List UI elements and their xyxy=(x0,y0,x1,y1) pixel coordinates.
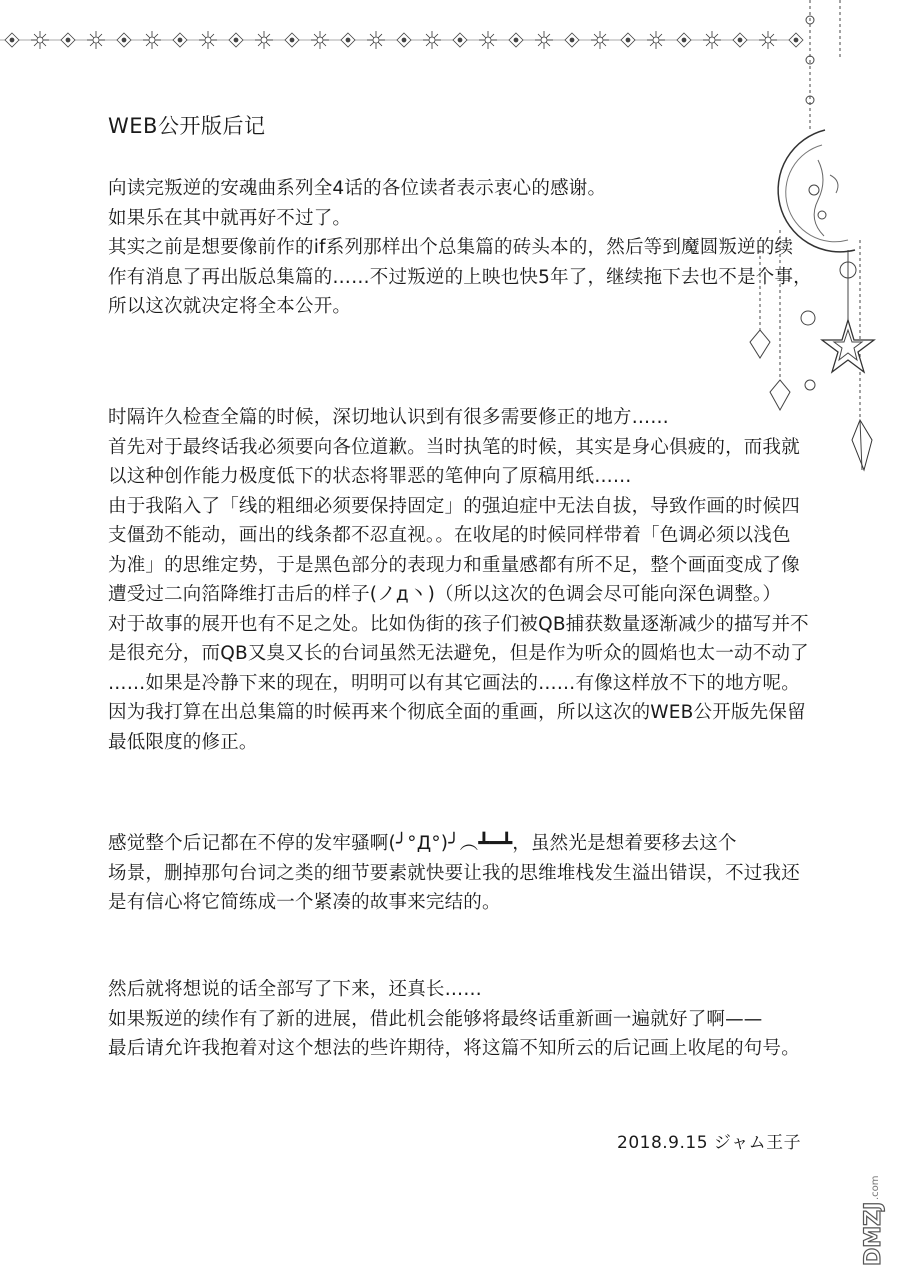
text-line: 最后请允许我抱着对这个想法的些许期待，将这篇不知所云的后记画上收尾的句号。 xyxy=(108,1038,800,1059)
text-line: 对于故事的展开也有不足之处。比如伪街的孩子们被QB捕获数量逐渐减少的描写并不 xyxy=(108,613,809,635)
text-line: 向读完叛逆的安魂曲系列全4话的各位读者表示衷心的感谢。 xyxy=(108,178,607,199)
dmzj-watermark-logo xyxy=(852,1150,892,1268)
text-line: 因为我打算在出总集篇的时候再来个彻底全面的重画，所以这次的WEB公开版先保留 xyxy=(108,702,806,723)
text-line: ……如果是冷静下来的现在，明明可以有其它画法的……有像这样放不下的地方呢。 xyxy=(108,672,800,694)
text-line: 感觉整个后记都在不停的发牢骚啊(╯°Д°)╯︵┻━┻，虽然光是想着要移去这个 xyxy=(108,833,737,854)
svg-text:DMZJ: DMZJ xyxy=(861,1201,886,1266)
paragraph-corrections xyxy=(108,403,838,757)
text-line: 是有信心将它简练成一个紧凑的故事来完结的。 xyxy=(108,892,501,913)
text-line: 作有消息了再出版总集篇的……不过叛逆的上映也快5年了，继续拖下去也不是个事， xyxy=(108,266,812,288)
paragraph-complaints xyxy=(108,829,838,918)
text-line: 以这种创作能力极度低下的状态将罪恶的笔伸向了原稿用纸…… xyxy=(108,466,632,487)
text-line: 首先对于最终话我必须要向各位道歉。当时执笔的时候，其实是身心俱疲的，而我就 xyxy=(108,436,800,458)
svg-text:.com: .com xyxy=(870,1175,881,1200)
text-line: 时隔许久检查全篇的时候，深切地认识到有很多需要修正的地方…… xyxy=(108,407,670,428)
text-line: 支僵劲不能动，画出的线条都不忍直视。。在收尾的时候同样带着「色调必须以浅色 xyxy=(108,525,791,546)
paragraph-thanks xyxy=(108,174,838,322)
text-line: 场景，删掉那句台词之类的细节要素就快要让我的思维堆栈发生溢出错误，不过我还 xyxy=(108,862,800,884)
text-line: 由于我陷入了「线的粗细必须要保持固定」的强迫症中无法自拔，导致作画的时候四 xyxy=(108,495,800,517)
paragraph-closing xyxy=(108,975,838,1064)
text-line: 如果叛逆的续作有了新的进展，借此机会能够将最终话重新画一遍就好了啊—— xyxy=(108,1008,763,1030)
text-line: 遭受过二向箔降维打击后的样子(ノд丶)（所以这次的色调会尽可能向深色调整。） xyxy=(108,584,782,605)
page-title: WEB公开版后记 xyxy=(108,114,266,138)
text-line: 最低限度的修正。 xyxy=(108,731,258,753)
text-line: 然后就将想说的话全部写了下来，还真长…… xyxy=(108,979,483,1000)
signature-date-author: 2018.9.15 ジャム王子 xyxy=(617,1133,802,1153)
text-line: 所以这次就决定将全本公开。 xyxy=(108,296,352,317)
text-line: 是很充分，而QB又臭又长的台词虽然无法避免，但是作为听众的圆焰也太一动不动了 xyxy=(108,643,809,664)
text-line: 为准」的思维定势，于是黑色部分的表现力和重量感都有所不足，整个画面变成了像 xyxy=(108,554,800,576)
text-line: 其实之前是想要像前作的if系列那样出个总集篇的砖头本的，然后等到魔圆叛逆的续 xyxy=(108,237,794,258)
text-line: 如果乐在其中就再好不过了。 xyxy=(108,207,352,229)
